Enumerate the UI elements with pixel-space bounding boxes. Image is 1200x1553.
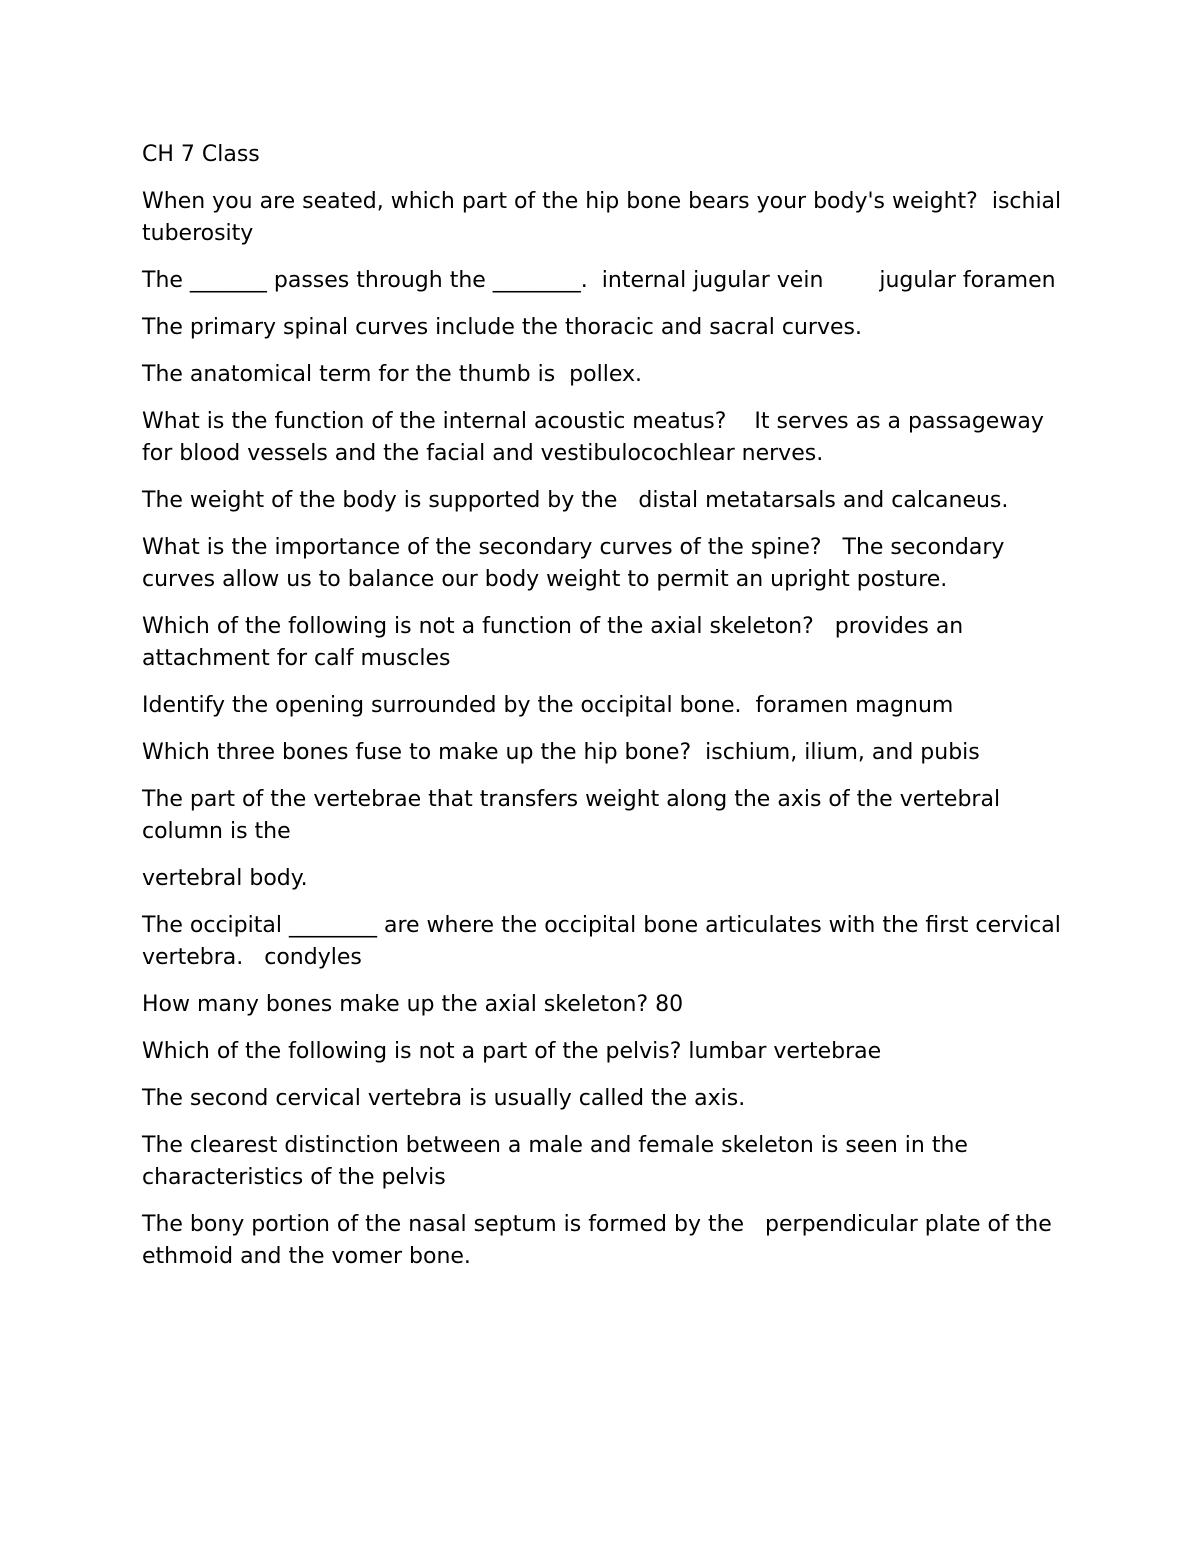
document-page <box>142 139 1069 1288</box>
paragraph-vertebral-body: vertebral body. <box>142 866 308 891</box>
paragraph-axial-count: How many bones make up the axial skeleton? 80 <box>142 992 684 1017</box>
paragraph-pelvis-part: Which of the following is not a part of the pelvis? lumbar vertebrae <box>142 1039 882 1064</box>
paragraph-seated-weight: When you are seated, which part of the hip bone bears your body's weight? ischial tuberosity <box>142 189 1069 246</box>
paragraph-acoustic-meatus: What is the function of the internal acoustic meatus? It serves as a passageway for blood vessels and the facial and vestibulocochlear nerves. <box>142 409 1051 466</box>
paragraph-axis: The second cervical vertebra is usually called the axis. <box>142 1086 746 1111</box>
paragraph-nasal-septum: The bony portion of the nasal septum is formed by the perpendicular plate of the ethmoid and the vomer bone. <box>142 1212 1059 1269</box>
paragraph-male-female: The clearest distinction between a male and female skeleton is seen in the characteristics of the pelvis <box>142 1133 975 1190</box>
paragraph-secondary-curves: What is the importance of the secondary curves of the spine? The secondary curves allow us to balance our body weight to permit an upright posture. <box>142 535 1012 592</box>
document-title: CH 7 Class <box>142 142 260 167</box>
paragraph-axial-function: Which of the following is not a function of the axial skeleton? provides an attachment for calf muscles <box>142 614 971 671</box>
paragraph-primary-curves: The primary spinal curves include the thoracic and sacral curves. <box>142 315 862 340</box>
paragraph-hip-bones: Which three bones fuse to make up the hip bone? ischium, ilium, and pubis <box>142 740 980 765</box>
paragraph-occipital-opening: Identify the opening surrounded by the occipital bone. foramen magnum <box>142 693 954 718</box>
paragraph-jugular: The _______ passes through the ________. internal jugular vein jugular foramen <box>142 268 1056 293</box>
paragraph-occipital-condyles: The occipital ________ are where the occipital bone articulates with the first cervical vertebra. condyles <box>142 913 1068 970</box>
paragraph-thumb: The anatomical term for the thumb is pollex. <box>142 362 642 387</box>
paragraph-vertebrae-weight: The part of the vertebrae that transfers weight along the axis of the vertebral column is the <box>142 787 1008 844</box>
paragraph-body-weight: The weight of the body is supported by the distal metatarsals and calcaneus. <box>142 488 1009 513</box>
